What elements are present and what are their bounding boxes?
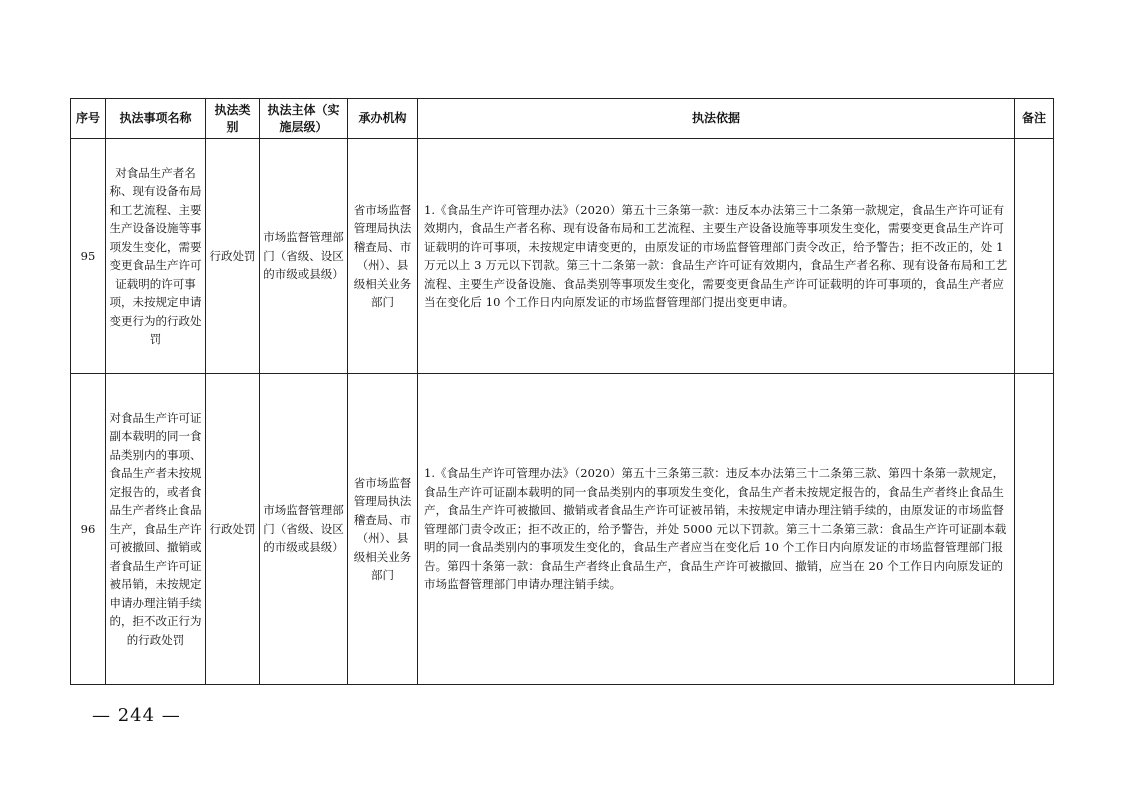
cell-seq: 96 [71,374,106,685]
cell-subject: 市场监督管理部门（省级、设区的市级或县级） [260,139,348,374]
cell-dept: 省市场监督管理局执法稽查局、市（州）、县级相关业务部门 [348,374,418,685]
header-type: 执法类别 [206,99,260,139]
cell-subject: 市场监督管理部门（省级、设区的市级或县级） [260,374,348,685]
table-row [71,374,1054,685]
page-number: — 244 — [92,705,181,726]
cell-type: 行政处罚 [206,139,260,374]
header-seq: 序号 [71,99,106,139]
cell-seq: 95 [71,139,106,374]
cell-item-name: 对食品生产者名称、现有设备布局和工艺流程、主要生产设备设施等事项发生变化，需要变更食品生产许可证载明的许可事项，未按规定申请变更行为的行政处罚 [106,139,206,374]
table-header-row [71,99,1054,139]
header-name: 执法事项名称 [106,99,206,139]
header-basis: 执法依据 [418,99,1015,139]
cell-remark [1015,139,1054,374]
enforcement-items-table [70,98,1054,685]
cell-dept: 省市场监督管理局执法稽查局、市（州）、县级相关业务部门 [348,139,418,374]
cell-item-name: 对食品生产许可证副本载明的同一食品类别内的事项、食品生产者未按规定报告的，或者食品生产者终止食品生产，食品生产许可被撤回、撤销或者食品生产许可证被吊销，未按规定申请办理注销手续的，拒不改正行为的行政处罚 [106,374,206,685]
header-dept: 承办机构 [348,99,418,139]
cell-type: 行政处罚 [206,374,260,685]
table-row [71,139,1054,374]
cell-remark [1015,374,1054,685]
header-subject: 执法主体（实施层级） [260,99,348,139]
cell-basis: 1.《食品生产许可管理办法》（2020）第五十三条第一款：违反本办法第三十二条第一款规定，食品生产许可证有效期内，食品生产者名称、现有设备布局和工艺流程、主要生产设备设施等事项发生变化，需要变更食品生产许可证载明的许可事项，未按规定申请变更的，由原发证的市场监督管理部门责令改正，给予警告；拒不改正的，处 1 万元以上 3 万元以下罚款。第三十二条第一款：食品生产许可证有效期内，食品生产者名称、现有设备布局和工艺流程、主要生产设备设施、食品类别等事项发生变化，需要变更食品生产许可证载明的许可事项的，食品生产者应当在变化后 10 个工作日内向原发证的市场监督管理部门提出变更申请。 [418,139,1015,374]
header-remark: 备注 [1015,99,1054,139]
cell-basis: 1.《食品生产许可管理办法》（2020）第五十三条第三款：违反本办法第三十二条第三款、第四十条第一款规定，食品生产许可证副本载明的同一食品类别内的事项发生变化，食品生产者未按规定报告的，食品生产者终止食品生产，食品生产许可被撤回、撤销或者食品生产许可证被吊销，未按规定申请办理注销手续的，由原发证的市场监督管理部门责令改正；拒不改正的，给予警告，并处 5000 元以下罚款。第三十二条第三款：食品生产许可证副本载明的同一食品类别内的事项发生变化的，食品生产者应当在变化后 10 个工作日内向原发证的市场监督管理部门报告。第四十条第一款：食品生产者终止食品生产，食品生产许可被撤回、撤销，应当在 20 个工作日内向原发证的市场监督管理部门申请办理注销手续。 [418,374,1015,685]
